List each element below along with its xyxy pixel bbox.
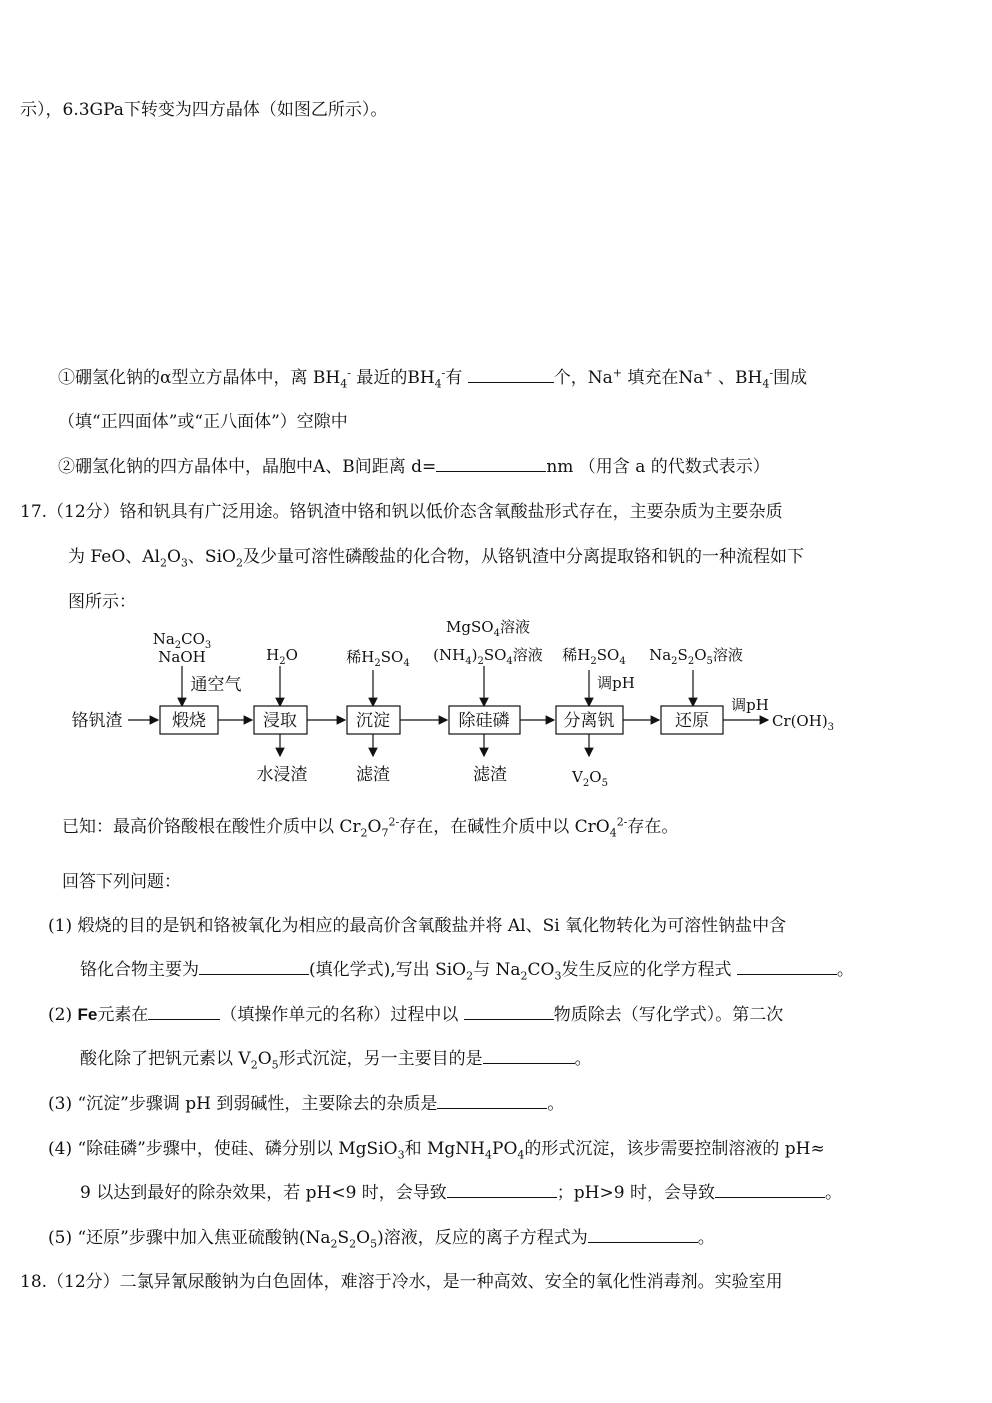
q2-line2: 酸化除了把钒元素以 $V_2O_5$形式沉淀，另一主要目的是 。 (80, 1049, 592, 1072)
reagent-na2co3: $Na_2CO_3$ (152, 630, 212, 651)
product-croh3: $Cr(OH)_3$ (771, 712, 835, 733)
reagent-na2s2o5: $Na_2S_2O_5$溶液 (649, 646, 743, 667)
box-remove-si-p-label: 除硅磷 (458, 711, 510, 731)
intro-text: 示），6.3GPa下转变为四方晶体（如图乙所示）。 (20, 100, 388, 120)
box-leach-label: 浸取 (263, 711, 297, 731)
box-precipitate-label: 沉淀 (356, 711, 390, 731)
out-v2o5: $V_2O_5$ (572, 768, 608, 789)
q4-line2: 9 以达到最好的除杂效果，若 pH<9 时，会导致 ；pH>9 时，会导致 。 (80, 1183, 842, 1203)
reagent-water: $H_2O$ (266, 646, 298, 667)
box-separate-v-label: 分离钒 (563, 711, 615, 731)
answer-blank[interactable] (436, 455, 546, 472)
answer-blank[interactable] (737, 958, 837, 975)
known-info: 已知：最高价铬酸根在酸性介质中以 $Cr_2O_7^{2-}$存在，在碱性介质中以 CrO$_4^{2-}$存在。 (62, 815, 679, 840)
process-flow-diagram (0, 610, 992, 790)
answer-blank[interactable] (483, 1047, 575, 1064)
answer-intro: 回答下列问题： (62, 872, 181, 892)
box-calcine-label: 煅烧 (172, 711, 206, 731)
q16-part1-line1: ①硼氢化钠的α型立方晶体中，离 $BH_4^-$ 最近的$BH_4^-$有 个，Na+ 填充在Na+ 、$BH_4^-$围成 (58, 366, 808, 391)
q3-line: (3) “沉淀”步骤调 pH 到弱碱性，主要除去的杂质是 。 (48, 1094, 565, 1114)
q17-line2: 为 FeO、$Al_2O_3$、SiO$_2$及少量可溶性磷酸盐的化合物，从铬钒渣中分离提取铬和钒的一种流程如下 (68, 547, 804, 570)
answer-blank[interactable] (437, 1092, 547, 1109)
q17-line3: 图所示： (68, 592, 136, 612)
end-adjust-ph: 调pH (731, 696, 769, 714)
reagent-naoh: NaOH (158, 648, 206, 666)
answer-blank[interactable] (588, 1226, 698, 1243)
q17-line1: 17.（12分）铬和钒具有广泛用途。铬钒渣中铬和钒以低价态含氧酸盐形式存在，主要杂质为主要杂质 (20, 502, 783, 522)
answer-blank[interactable] (715, 1181, 825, 1198)
answer-blank[interactable] (447, 1181, 557, 1198)
reagent-air: 通空气 (190, 675, 242, 695)
reagent-adjust-ph: 调pH (597, 674, 635, 692)
q4-line1: (4) “除硅磷”步骤中，使硅、磷分别以 MgSiO$_3$和 $MgNH_4PO_4$的形式沉淀，该步需要控制溶液的 pH≈ (48, 1139, 825, 1162)
flow-start: 铬钒渣 (71, 711, 123, 731)
answer-blank[interactable] (148, 1003, 220, 1020)
q1-line2: 铬化合物主要为 (填化学式),写出 SiO$_2$与 $Na_2CO_3$发生反应的化学方程式 。 (80, 960, 854, 983)
reagent-mgso4: MgSO$_4$溶液 (446, 618, 530, 639)
out-water-residue: 水浸渣 (256, 765, 308, 785)
q5-line: (5) “还原”步骤中加入焦亚硫酸钠$(Na_2S_2O_5)$溶液，反应的离子方程式为 。 (48, 1228, 715, 1251)
q16-part1-line2: （填“正四面体”或“正八面体”）空隙中 (58, 412, 348, 432)
q18-line: 18.（12分）二氯异氰尿酸钠为白色固体，难溶于冷水，是一种高效、安全的氧化性消毒剂。实验室用 (20, 1272, 783, 1292)
reagent-dilute-h2so4-2: 稀$H_2SO_4$ (562, 646, 626, 667)
q2-line1: (2) Fe元素在 （填操作单元的名称）过程中以 物质除去（写化学式）。第二次 (48, 1005, 784, 1025)
box-reduce-label: 还原 (675, 711, 709, 731)
q16-part2: ②硼氢化钠的四方晶体中，晶胞中A、B间距离 d= nm （用含 a 的代数式表示） (58, 457, 770, 477)
reagent-nh4-2so4: $(NH_4)_2SO_4$溶液 (433, 646, 543, 667)
out-residue-2: 滤渣 (473, 765, 507, 785)
answer-blank[interactable] (468, 366, 554, 383)
q1-line1: (1) 煅烧的目的是钒和铬被氧化为相应的最高价含氧酸盐并将 Al、Si 氧化物转化为可溶性钠盐中含 (48, 916, 787, 936)
reagent-dilute-h2so4-1: 稀$H_2SO_4$ (346, 648, 410, 669)
answer-blank[interactable] (464, 1003, 554, 1020)
out-residue-1: 滤渣 (356, 765, 390, 785)
answer-blank[interactable] (199, 958, 309, 975)
